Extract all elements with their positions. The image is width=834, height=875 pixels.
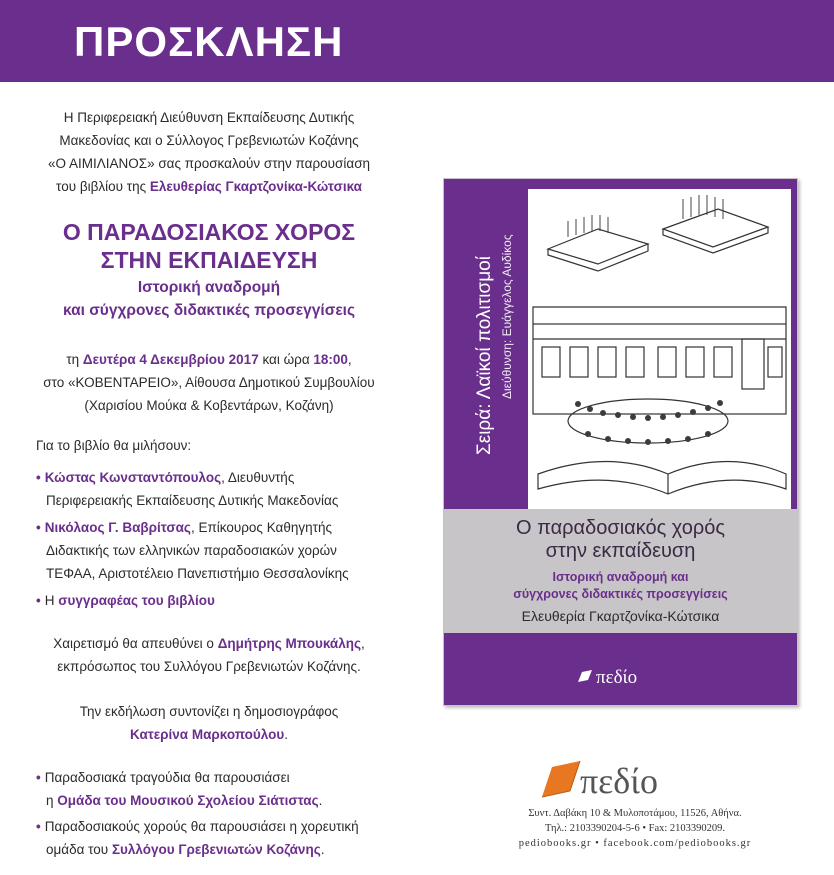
speaker-2-role-c: ΤΕΦΑΑ, Αριστοτέλειο Πανεπιστήμιο Θεσσαλονίκης <box>46 566 349 581</box>
dance-illustration <box>528 189 791 509</box>
speaker-3-prefix: Η <box>44 593 59 608</box>
bullet-dot: • <box>36 770 41 785</box>
event-date: Δευτέρα 4 Δεκεμβρίου 2017 <box>82 352 259 367</box>
book-direction-label: Διεύθυνση: Ευάγγελος Αυδίκος <box>500 234 514 399</box>
cover-publisher-logo-icon <box>577 669 593 683</box>
speaker-3-name: συγγραφέας του βιβλίου <box>58 593 215 608</box>
performance-1 <box>36 766 396 812</box>
speaker-1-role-a: , Διευθυντής <box>221 470 295 485</box>
cover-publisher: πεδίο <box>596 667 638 688</box>
book-subtitle-line-1: Ιστορική αναδρομή <box>137 279 281 296</box>
publisher-name: πεδίο <box>580 761 658 801</box>
speaker-1 <box>36 466 396 512</box>
speaker-2-role-b: Διδακτικής των ελληνικών παραδοσιακών χορών <box>46 543 337 558</box>
book-illustration <box>528 189 791 509</box>
moderator-name: Κατερίνα Μαρκοπούλου <box>130 727 285 742</box>
speaker-1-name: Κώστας Κωνσταντόπουλος <box>44 470 222 485</box>
intro-line-1: Η Περιφερειακή Διεύθυνση Εκπαίδευσης Δυτικής <box>63 110 355 125</box>
moderator-suffix: . <box>284 727 288 742</box>
performance-2 <box>36 815 416 861</box>
speaker-2 <box>36 516 396 585</box>
event-text-c: , <box>347 352 352 367</box>
intro-line-4-prefix: του βιβλίου της <box>56 179 150 194</box>
speaker-2-name: Νικόλαος Γ. Βαβρίτσας <box>44 520 191 535</box>
greeting-text-b: , <box>361 636 365 651</box>
performance-1-a: Παραδοσιακά τραγούδια θα παρουσιάσει <box>44 770 290 785</box>
performance-1-suffix: . <box>318 793 323 808</box>
performance-2-name: Συλλόγου Γρεβενιωτών Κοζάνης <box>111 842 321 857</box>
cover-author: Ελευθερία Γκαρτζονίκα-Κώτσικα <box>521 608 720 624</box>
publisher-address: Συντ. Δαβάκη 10 & Μυλοποτάμου, 11526, Αθήνα. <box>528 808 742 819</box>
greeting-line-2: εκπρόσωπος του Συλλόγου Γρεβενιωτών Κοζάνης. <box>57 659 361 674</box>
greeting-name: Δημήτρης Μπουκάλης <box>217 636 361 651</box>
performance-2-suffix: . <box>320 842 325 857</box>
header-bar <box>0 0 834 82</box>
performance-1-name: Ομάδα του Μουσικού Σχολείου Σιάτιστας <box>57 793 319 808</box>
book-series-band <box>470 189 522 509</box>
performance-2-a: Παραδοσιακούς χορούς θα παρουσιάσει η χορευτική <box>44 819 359 834</box>
event-line-2: στο «ΚΟΒΕΝΤΑΡΕΙΟ», Αίθουσα Δημοτικού Συμβουλίου <box>43 375 375 390</box>
speakers-heading: Για το βιβλίο θα μιλήσουν: <box>36 438 192 453</box>
event-line-3: (Χαρισίου Μούκα & Κοβεντάρων, Κοζάνη) <box>84 398 334 413</box>
greeting-line-1 <box>0 632 418 655</box>
intro-line-4 <box>0 175 418 198</box>
book-series-label: Σειρά: Λαϊκοί πολιτισμοί <box>474 256 495 455</box>
moderator-line-1: Την εκδήλωση συντονίζει η δημοσιογράφος <box>79 704 339 719</box>
cover-subtitle-line-2: σύγχρονες διδακτικές προσεγγίσεις <box>513 587 728 601</box>
bullet-dot: • <box>36 593 41 608</box>
cover-title-line-2: στην εκπαίδευση <box>545 540 696 562</box>
performance-1-b-prefix: η <box>46 793 58 808</box>
event-text-b: και ώρα <box>258 352 314 367</box>
book-title-line-2: ΣΤΗΝ ΕΚΠΑΙΔΕΥΣΗ <box>100 247 318 273</box>
book-cover <box>443 178 798 706</box>
event-text-a: τη <box>66 352 83 367</box>
bullet-dot: • <box>36 470 41 485</box>
event-time: 18:00 <box>313 352 348 367</box>
book-subtitle-line-2: και σύγχρονες διδακτικές προσεγγίσεις <box>62 302 356 319</box>
speaker-1-role-b: Περιφερειακής Εκπαίδευσης Δυτικής Μακεδονίας <box>46 493 339 508</box>
cover-title-line-1: Ο παραδοσιακός χορός <box>515 517 726 539</box>
speaker-2-role-a: , Επίκουρος Καθηγητής <box>190 520 332 535</box>
performance-2-b-prefix: ομάδα του <box>46 842 112 857</box>
speaker-3 <box>36 589 396 612</box>
publisher-phones: Τηλ.: 2103390204-5-6 • Fax: 2103390209. <box>544 823 726 834</box>
publisher-web: pediobooks.gr • facebook.com/pediobooks.gr <box>518 838 752 849</box>
cover-subtitle-line-1: Ιστορική αναδρομή και <box>552 570 689 584</box>
book-title-band <box>444 509 797 633</box>
intro-line-3: «Ο ΑΙΜΙΛΙΑΝΟΣ» σας προσκαλούν στην παρουσίαση <box>47 156 371 171</box>
moderator-line-2 <box>0 723 418 746</box>
bullet-dot: • <box>36 520 41 535</box>
intro-author-name: Ελευθερίας Γκαρτζονίκα-Κώτσικα <box>149 179 362 194</box>
event-line-1 <box>0 348 418 371</box>
intro-line-2: Μακεδονίας και ο Σύλλογος Γρεβενιωτών Κοζάνης <box>59 133 359 148</box>
greeting-text-a: Χαιρετισμό θα απευθύνει ο <box>53 636 218 651</box>
book-title-line-1: Ο ΠΑΡΑΔΟΣΙΑΚΟΣ ΧΟΡΟΣ <box>62 219 356 245</box>
page-title: ΠΡΟΣΚΛΗΣΗ <box>74 18 344 65</box>
publisher-logo-icon <box>540 757 582 799</box>
bullet-dot: • <box>36 819 41 834</box>
